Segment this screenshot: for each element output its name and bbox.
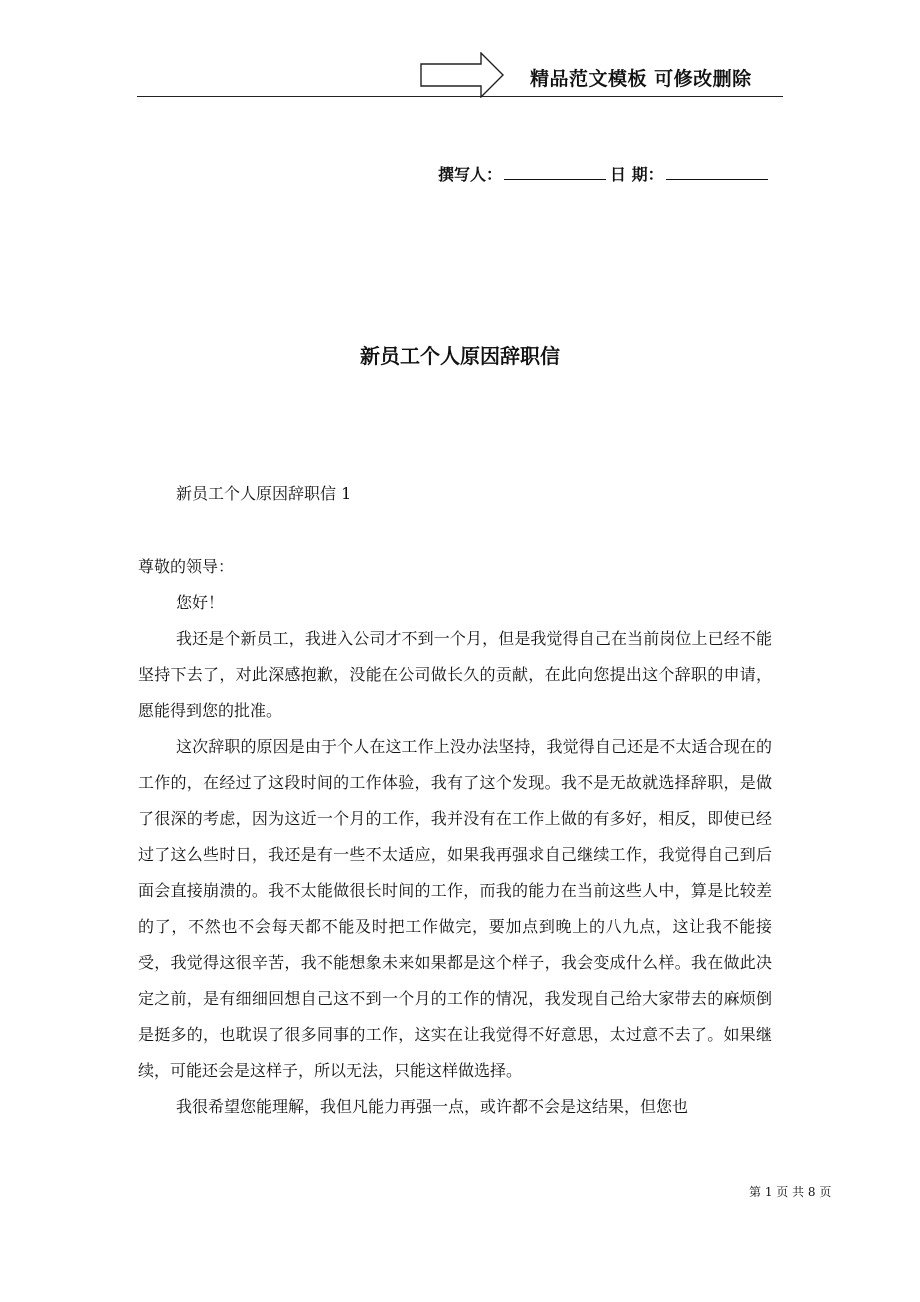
author-blank-field [504,165,606,180]
header-divider [137,96,783,97]
page-number: 第 1 页 共 8 页 [749,1185,832,1199]
arrow-icon [420,52,504,98]
paragraph-greeting: 您好！ [176,593,225,612]
signature-line [438,162,770,185]
document-subtitle: 新员工个人原因辞职信 1 [176,484,352,503]
salutation: 尊敬的领导： [138,557,235,576]
paragraph-1: 我还是个新员工，我进入公司才不到一个月，但是我觉得自己在当前岗位上已经不能坚持下去了，对此深感抱歉，没能在公司做长久的贡献，在此向您提出这个辞职的申请，愿能得到您的批准。 [138,629,772,720]
paragraph-3: 我很希望您能理解，我但凡能力再强一点，或许都不会是这结果，但您也 [176,1097,689,1116]
paragraph-2: 这次辞职的原因是由于个人在这工作上没办法坚持，我觉得自己还是不太适合现在的工作的，在经过了这段时间的工作体验，我有了这个发现。我不是无故就选择辞职，是做了很深的考虑，因为这近一个月的工作，我并没有在工作上做的有多好，相反，即使已经过了这么些时日，我还是有一些不太适应，如果我再强求自己继续工作，我觉得自己到后面会直接崩溃的。我不太能做很长时间的工作，而我的能力在当前这些人中，算是比较差的了，不然也不会每天都不能及时把工作做完，要加点到晚上的八九点，这让我不能接受，我觉得这很辛苦，我不能想象未来如果都是这个样子，我会变成什么样。我在做此决定之前，是有细细回想自己这不到一个月的工作的情况，我发现自己给大家带去的麻烦倒是挺多的，也耽误了很多同事的工作，这实在让我觉得不好意思，太过意不去了。如果继续，可能还会是这样子，所以无法，只能这样做选择。 [138,737,772,1080]
date-label: 日 期： [610,165,664,184]
template-header-label: 精品范文模板 可修改删除 [530,68,752,90]
author-label: 撰写人： [438,165,503,184]
letter-body [138,549,772,1125]
date-blank-field [666,165,768,180]
document-title: 新员工个人原因辞职信 [360,344,560,368]
